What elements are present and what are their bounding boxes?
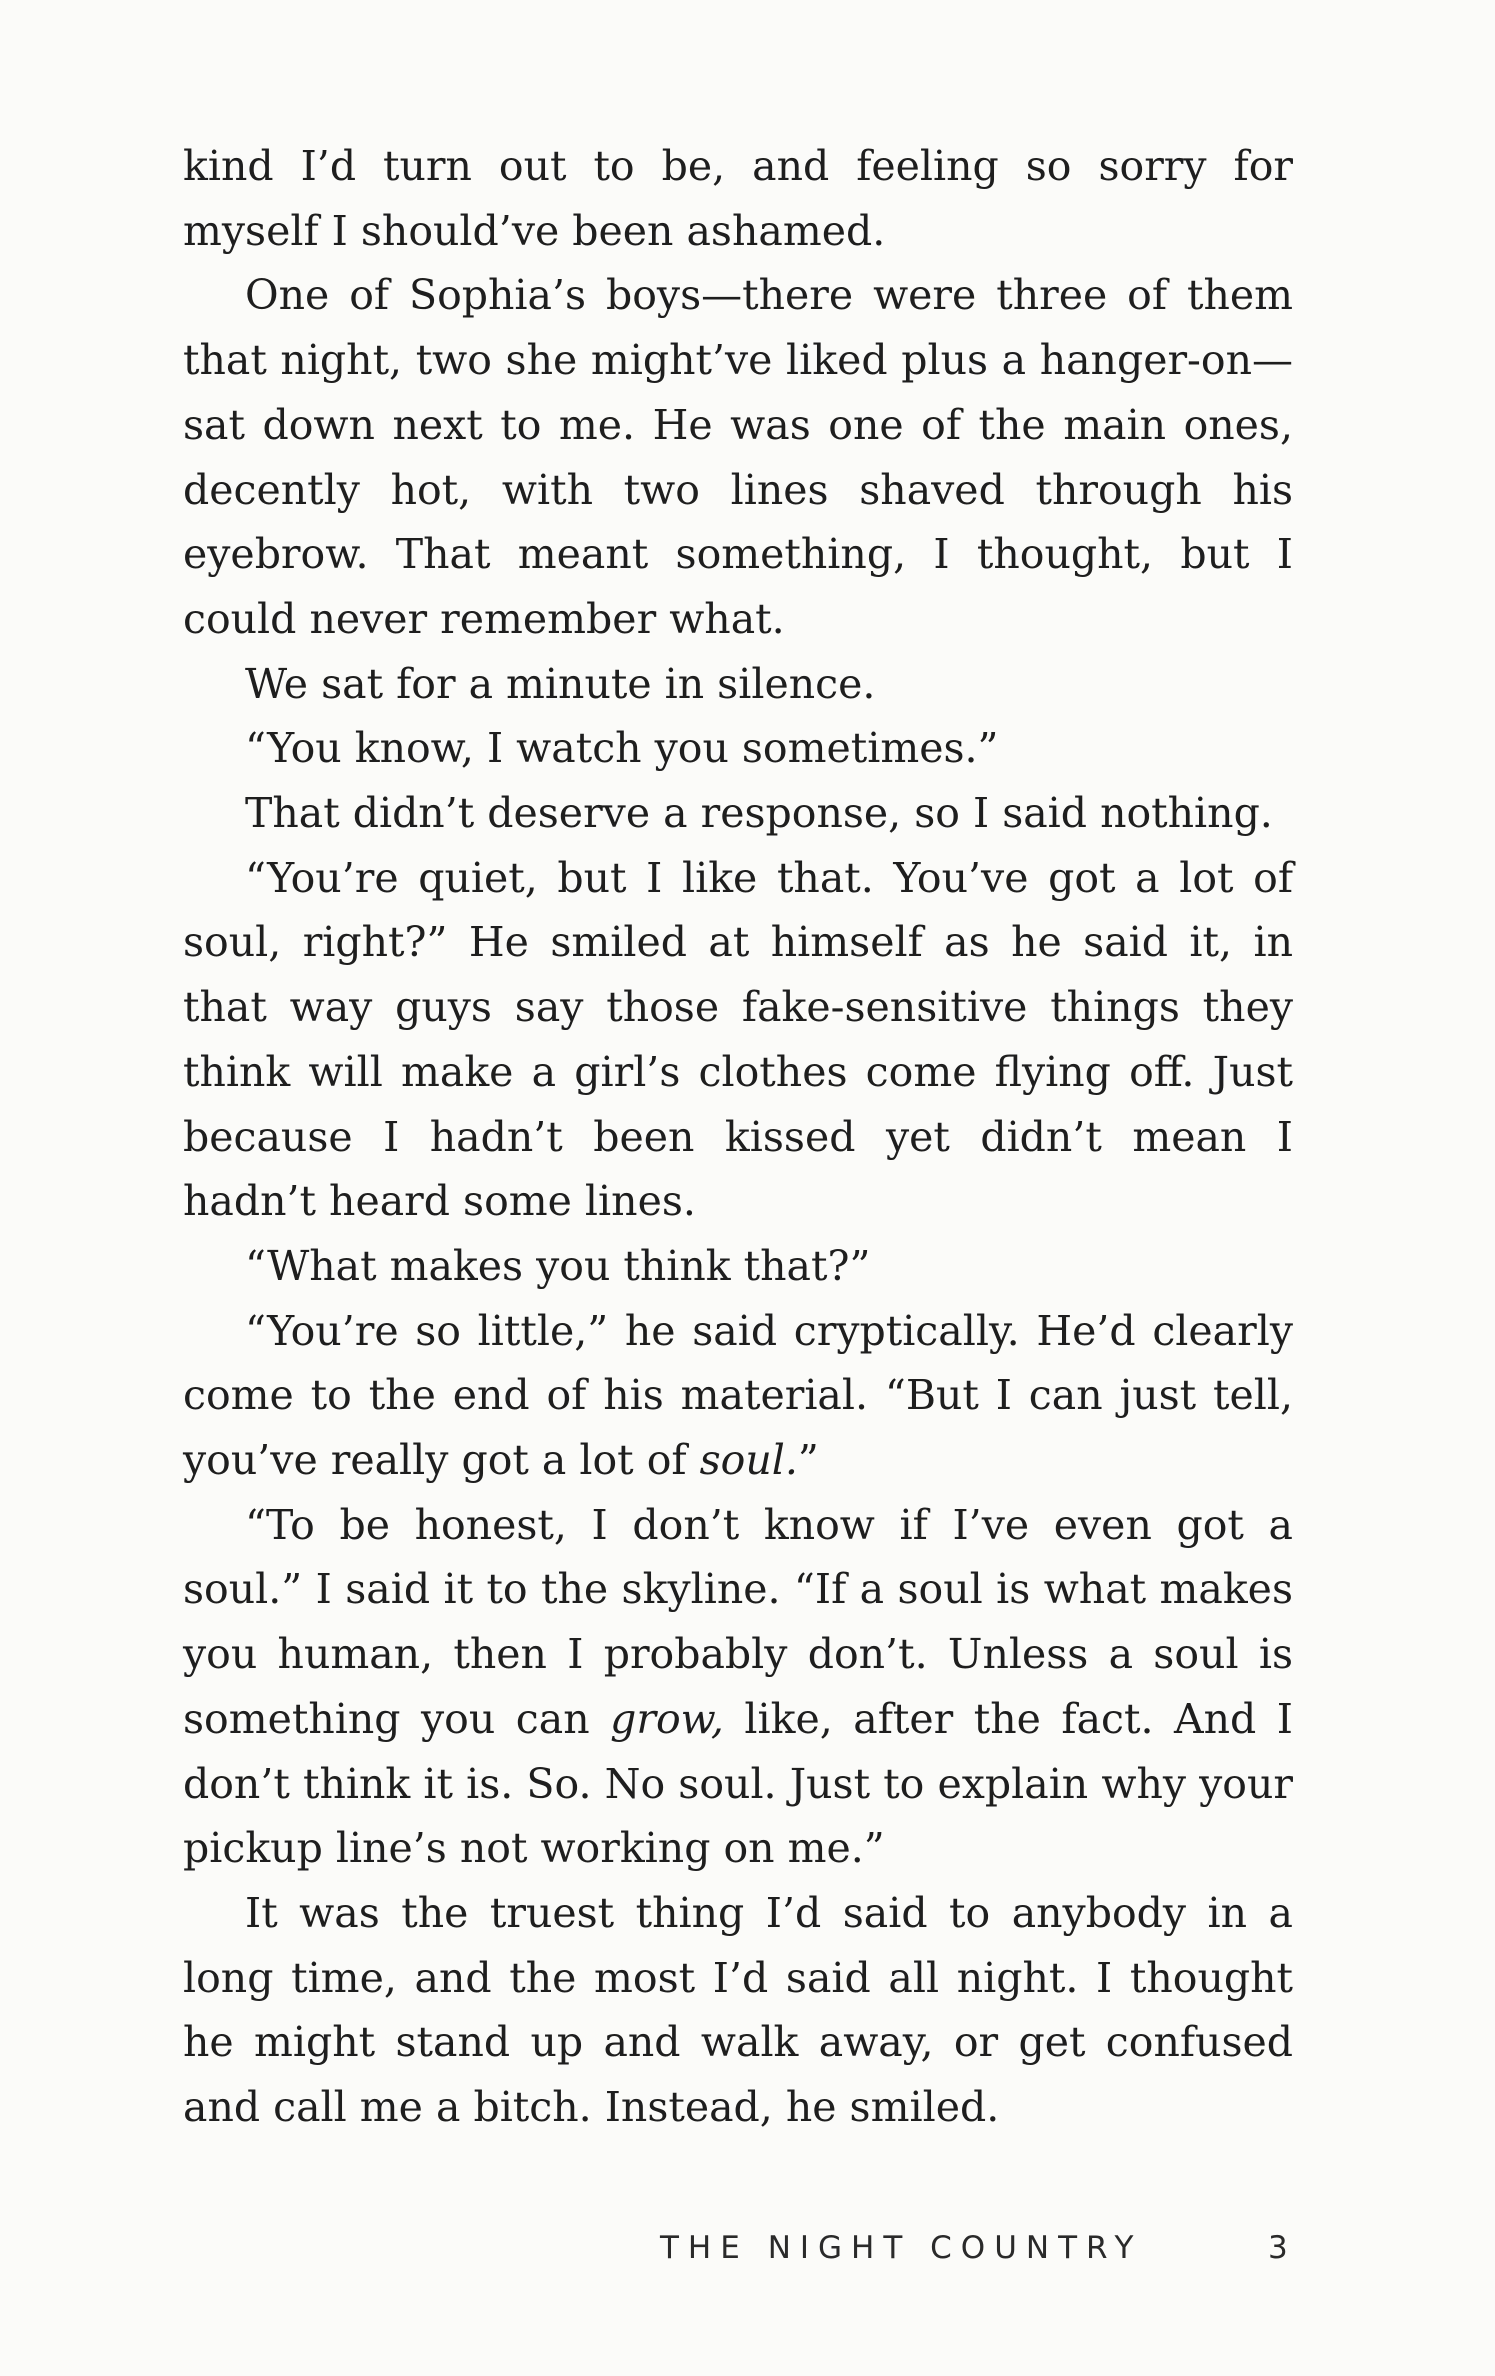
paragraph: “You know, I watch you sometimes.”	[245, 724, 999, 773]
paragraph-text: like, after the fact. And I don’t think it is. So. No soul. Just to explain why your pickup line’s not working on me.”	[183, 1694, 1293, 1873]
paragraph: “You’re quiet, but I like that. You’ve got a lot of soul, right?” He smiled at himself as he said it, in that way guys say those fake-sensitive things they think will make a girl’s clothes come flying off. Just because I hadn’t been kissed yet didn’t mean I hadn’t heard some lines.	[183, 853, 1293, 1226]
paragraph-text: “To be honest, I don’t know if I’ve even got a soul.” I said it to the skyline. “If a soul is what makes you human, then I probably don’t. Unless a soul is something you can	[183, 1500, 1293, 1743]
body-text	[183, 134, 1293, 2140]
paragraph-text: “You’re so little,” he said cryptically. He’d clearly come to the end of his material. “But I can just tell, you’ve really got a lot of	[183, 1306, 1293, 1485]
paragraph: That didn’t deserve a response, so I said nothing.	[245, 789, 1273, 838]
italic-emphasis: grow,	[610, 1694, 724, 1743]
paragraph: It was the truest thing I’d said to anybody in a long time, and the most I’d said all night. I thought he might stand up and walk away, or get confused and call me a bitch. Instead, he smiled.	[183, 1888, 1293, 2132]
paragraph	[183, 1493, 1293, 1881]
paragraph	[183, 1299, 1293, 1493]
paragraph: We sat for a minute in silence.	[245, 659, 876, 708]
paragraph: One of Sophia’s boys—there were three of them that night, two she might’ve liked plus a hanger-on—sat down next to me. He was one of the main ones, decently hot, with two lines shaved through his eyebrow. That meant something, I thought, but I could never remember what.	[183, 271, 1293, 643]
running-title: THE NIGHT COUNTRY	[660, 2230, 1143, 2266]
paragraph: kind I’d turn out to be, and feeling so sorry for myself I should’ve been ashamed.	[183, 142, 1293, 255]
paragraph-text: ”	[797, 1436, 819, 1485]
italic-emphasis: soul.	[699, 1436, 798, 1485]
paragraph: “What makes you think that?”	[245, 1241, 871, 1290]
page-number: 3	[1268, 2230, 1288, 2266]
page-footer	[0, 2230, 1495, 2280]
